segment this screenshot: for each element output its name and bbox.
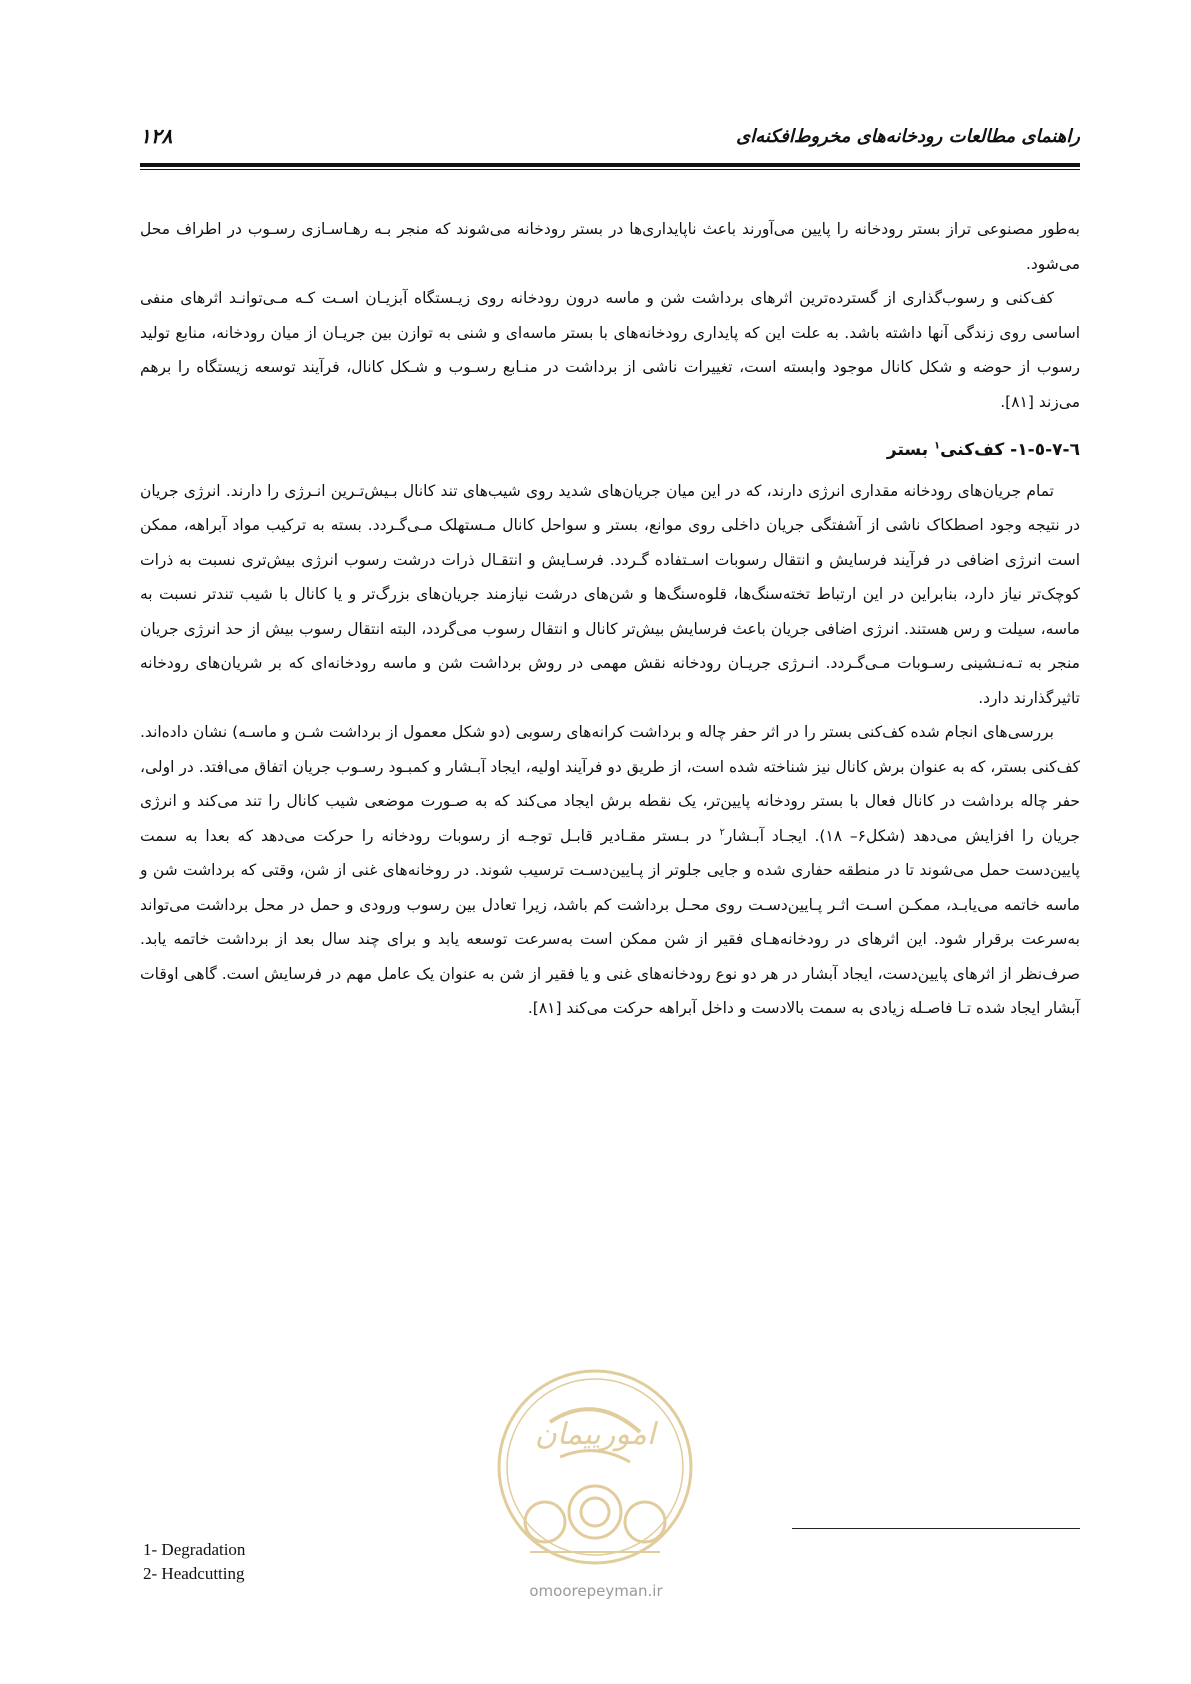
paragraph-1: به‌طور مصنوعی تراز بستر رودخانه را پایین می‌آورند باعث ناپایداری‌ها در بستر رودخانه می‌شوند که منجر بـه رهـاسـازی رسـوب در اطراف محل می‌شود. (140, 220, 1080, 273)
footnotes (143, 1538, 543, 1586)
footnote-ref-2[interactable]: ۲ (719, 826, 725, 838)
body-text (140, 212, 1080, 1026)
running-title: راهنمای مطالعات رودخانه‌های مخروط‌افکنه‌ای (736, 126, 1080, 147)
watermark-caption: omoorepeyman.ir (529, 1582, 663, 1600)
paragraph-4 (140, 715, 1080, 1026)
heading-text-tail: بستر (886, 440, 934, 460)
footnote-ref-1[interactable]: ۱ (934, 440, 941, 452)
footnote-rule (792, 1528, 1080, 1529)
heading-text: ٦-٧-٥-١- کف‌کنی (940, 440, 1080, 460)
watermark-logo-text: امورپیمان (534, 1417, 656, 1452)
header-rule (140, 163, 1080, 170)
page-number: ۱۲۸ (140, 124, 173, 148)
paragraph-4-part-2: در بـستر مقـادیر قابـل توجـه از رسوبات رودخانه را حرکت می‌دهد که بعدا به سمت پایین‌دست حمل می‌شوند تا در منطقه حفاری شده و جایی جلوتر از پـایین‌دسـت ترسیب شوند. در روخانه‌های غنی از شن، وقتی که برداشت شن و ماسه خاتمه می‌یابـد، ممکـن اسـت اثـر پـایین‌دسـت روی محـل برداشت کم باشد، زیرا تعادل بین رسوب ورودی و حمل در محل برداشت می‌تواند به‌سرعت برقرار شود. این اثرهای در رودخانه‌هـای فقیر از شن ممکن است به‌سرعت توسعه یابد و برای چند سال بعد از برداشت خاتمه یابد. صرف‌نظر از اثرهای پایین‌دست، ایجاد آبشار در هر دو نوع رودخانه‌های غنی و یا فقیر از شن به عنوان یک عامل مهم در فرسایش است. گاهی اوقات آبشار ایجاد شده تـا فاصـله زیادی به سمت بالادست و داخل آبراهه حرکت می‌کند [۸۱]. (140, 826, 1080, 1017)
paragraph-2: کف‌کنی و رسوب‌گذاری از گسترده‌ترین اثرهای برداشت شن و ماسه درون رودخانه روی زیـستگاه آبزیـان اسـت کـه مـی‌توانـد اثرهای منفی اساسی روی زندگی آنها داشته باشد. به علت این که پایداری رودخانه‌های با بستر ماسه‌ای و شنی به توازن بین جریـان از میان رودخانه، منابع تولید رسوب از حوضه و شکل کانال موجود وابسته است، تغییرات ناشی از برداشت در منـابع رسـوب و شـکل کانال، فرآیند توسعه زیستگاه را برهم می‌زند [۸۱]. (140, 289, 1080, 411)
page-header (140, 122, 1080, 156)
paragraph-4-part-1: بررسی‌های انجام شده کف‌کنی بستر را در اثر حفر چاله و برداشت کرانه‌های رسوبی (دو شکل معمول از برداشت شـن و ماسـه) نشان داده‌اند. کف‌کنی بستر، که به عنوان برش کانال نیز شناخته شده است، از طریق دو فرآیند اولیه، ایجاد آبـشار و کمبـود رسـوب جریان اتفاق می‌افتد. در اولی، حفر چاله برداشت در کانال فعال با بستر رودخانه پایین‌تر، یک نقطه برش ایجاد می‌کند که به صـورت موضعی شیب کانال را تند می‌کند و انرژی جریان را افزایش می‌دهد (شکل۶– ۱۸). ایجـاد آبـشار (140, 723, 1080, 845)
footnote-1: 1- Degradation (143, 1540, 246, 1559)
section-heading (140, 433, 1080, 468)
footnote-2: 2- Headcutting (143, 1564, 245, 1583)
paragraph-3: تمام جریان‌های رودخانه مقداری انرژی دارند، که در این میان جریان‌های شدید روی شیب‌های تند کانال بـیش‌تـرین انـرژی را دارند. انرژی جریان در نتیجه وجود اصطکاک ناشی از آشفتگی جریان داخلی روی موانع، بستر و سواحل کانال مـستهلک مـی‌گـردد. بسته به ترکیب مواد آبراهه، ممکن است انرژی اضافی در فرآیند فرسایش و انتقال رسوبات اسـتفاده گـردد. فرسـایش و انتقـال ذرات درشت رسوب انرژی بیش‌تری نسبت به ذرات کوچک‌تر نیاز دارد، بنابراین در این ارتباط تخته‌سنگ‌ها، قلوه‌سنگ‌ها و شن‌های درشت نیازمند جریان‌های بزرگ‌تر و یا کانال با شیب تندتر نسبت به ماسه، سیلت و رس هستند. انرژی اضافی جریان باعث فرسایش بیش‌تر کانال و انتقال رسوب می‌گردد، البته انتقال رسوب بیش از حد انرژی جریان منجر به تـه‌نـشینی رسـوبات مـی‌گـردد. انـرژی جریـان رودخانه نقش مهمی در روش برداشت شن و ماسه رودخانه‌ای که بر شریان‌های رودخانه تاثیرگذارند دارد. (140, 481, 1080, 707)
